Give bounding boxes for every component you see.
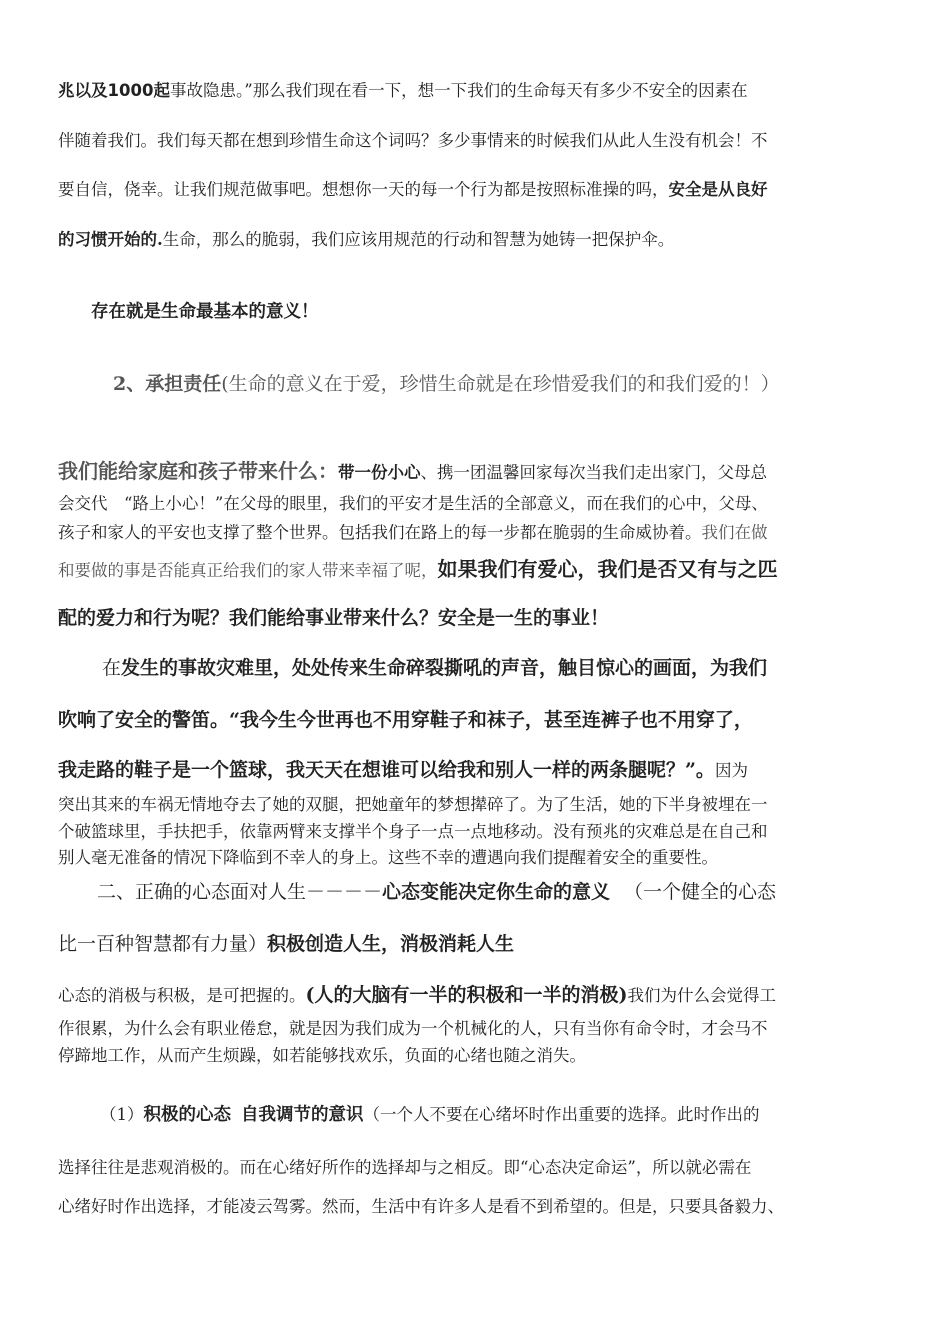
text-run: 带一份小心 [338, 463, 421, 482]
text-run: 因为 [714, 761, 748, 780]
paragraph-line: 突出其来的车祸无情地夺去了她的双腿，把她童年的梦想撵碎了。为了生活，她的下半身被埋在一 [58, 795, 768, 814]
text-run: 如果我们有爱心，我们是否又有与之匹 [437, 557, 778, 581]
paragraph-line: 选择往往是悲观消极的。而在心绪好所作的选择却与之相反。即“心态决定命运”，所以就必需在 [58, 1158, 752, 1177]
text-run: 和要做的事是否能真正给我们的家人带来幸福了呢， [58, 561, 438, 580]
text-run: 事故隐患。”那么我们现在看一下，想一下我们的生命每天有多少不安全的因素在 [169, 81, 748, 100]
text-run: 在 [102, 657, 122, 679]
section-heading: 存在就是生命最基本的意义！ [91, 302, 319, 322]
text-run: . [157, 230, 163, 249]
paragraph-line: 个破篮球里，手扶把手，依靠两臂来支撑半个身子一点一点地移动。没有预兆的灾难总是在自己和 [58, 822, 768, 841]
text-run: 我走路的鞋子是一个篮球，我天天在想谁可以给我和别人一样的两条腿呢？”。 [58, 759, 715, 781]
text-run: 要自信，侥幸。让我们规范做事吧。想想你一天的每一个行为都是按照标准操的吗， [58, 180, 669, 199]
paragraph-line [58, 176, 768, 200]
paragraph-line [58, 226, 674, 250]
paragraph-line: 伴随着我们。我们每天都在想到珍惜生命这个词吗？多少事情来的时候我们从此人生没有机会！不 [58, 131, 768, 150]
paragraph-line [58, 980, 776, 1007]
paragraph-line: 吹响了安全的警笛。“我今生今世再也不用穿鞋子和袜子，甚至连裤子也不用穿了， [58, 709, 753, 731]
text-run: 起 [153, 81, 170, 100]
text-run: 心态变能决定你生命的意义 [382, 881, 611, 903]
paragraph-line: 停蹄地工作，从而产生烦躁，如若能够找欢乐，负面的心绪也随之消失。 [58, 1046, 586, 1065]
text-run: 安全是从良好 [668, 180, 768, 199]
text-run: 自我调节的意识 [241, 1105, 364, 1125]
paragraph-line [58, 455, 767, 484]
paragraph-line: 心绪好时作出选择，才能凌云驾雾。然而，生活中有许多人是看不到希望的。但是，只要具备毅力、 [58, 1197, 784, 1216]
paragraph-line [58, 755, 748, 782]
text-run: 发生的事故灾难里，处处传来生命碎裂撕吼的声音，触目惊心的画面，为我们 [121, 657, 768, 679]
text-run: 我们为什么会觉得工 [627, 986, 776, 1005]
text-run: (人的大脑有一半的积极和一半的消极) [305, 984, 628, 1006]
text-run: 1000 [107, 81, 154, 100]
text-run: 孩子和家人的平安也支撑了整个世界。包括我们在路上的每一步都在脆弱的生命威协着。 [58, 523, 702, 542]
paragraph-line [102, 653, 767, 680]
text-run: 二、正确的心态面对人生－－－－ [97, 881, 383, 903]
text-run: 的习惯开始的 [58, 230, 157, 249]
paragraph-line [58, 553, 778, 582]
heading-note: (生命的意义在于爱，珍惜生命就是在珍惜爱我们的和我们爱的！） [221, 373, 780, 395]
section-heading [97, 877, 776, 904]
section-heading [113, 369, 780, 396]
section-heading [58, 929, 514, 956]
text-run: 兆以及 [58, 81, 108, 100]
paragraph-line [100, 1101, 760, 1126]
paragraph-line: 作很累，为什么会有职业倦怠，就是因为我们成为一个机械化的人，只有当你有命令时，才会马不 [58, 1019, 768, 1038]
text-run: 我们能给家庭和孩子带来什么： [58, 459, 338, 483]
text-run: 积极创造人生，消极消耗人生 [267, 933, 515, 955]
text-run: 心态的消极与积极，是可把握的。 [58, 986, 306, 1005]
text-run: 生命，那么的脆弱，我们应该用规范的行动和智慧为她铸一把保护伞。 [162, 230, 675, 249]
text-run: 、携一团温馨回家每次当我们走出家门，父母总 [420, 463, 767, 482]
paragraph-line: 别人毫无准备的情况下降临到不幸人的身上。这些不幸的遭遇向我们提醒着安全的重要性。 [58, 848, 718, 867]
paragraph-line [58, 519, 768, 543]
text-run: （1） [100, 1105, 144, 1124]
text-run: 比一百种智慧都有力量） [58, 933, 268, 955]
paragraph-line [58, 77, 748, 101]
text-run: （一个人不要在心绪坏时作出重要的选择。此时作出的 [363, 1105, 760, 1124]
text-run: 积极的心态 [143, 1105, 231, 1125]
paragraph-line: 配的爱力和行为呢？我们能给事业带来什么？安全是一生的事业！ [58, 607, 610, 629]
text-run: （一个健全的心态 [624, 881, 777, 903]
text-run: 我们在做 [701, 523, 768, 542]
paragraph-line: 会交代 “路上小心！”在父母的眼里，我们的平安才是生活的全部意义，而在我们的心中，父母、 [58, 494, 768, 513]
heading-number: 2、承担责任 [113, 373, 222, 395]
